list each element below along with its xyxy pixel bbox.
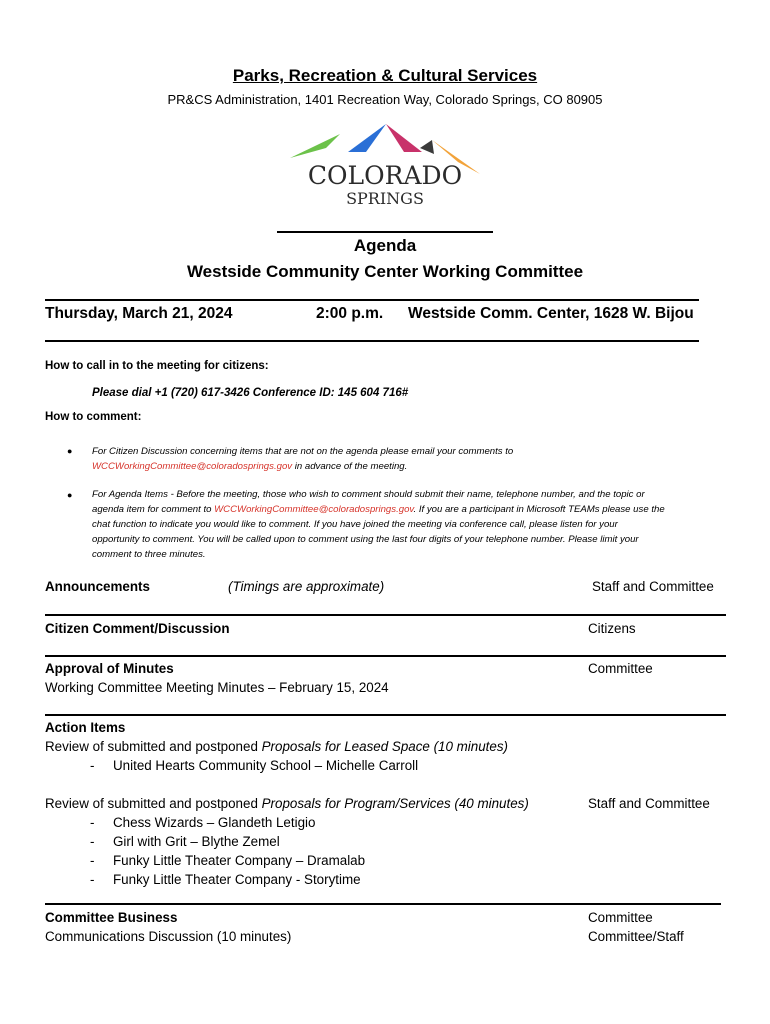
title-underline bbox=[277, 231, 493, 233]
list-item: Funky Little Theater Company - Storytime bbox=[113, 872, 361, 887]
email-link[interactable]: WCCWorkingCommittee@coloradosprings.gov bbox=[92, 461, 293, 472]
leased-space-line bbox=[45, 737, 508, 756]
committee-title: Westside Community Center Working Committee bbox=[186, 262, 584, 281]
announcements-label: Announcements bbox=[45, 579, 150, 594]
bullet-dot: ● bbox=[67, 446, 73, 456]
meeting-date: Thursday, March 21, 2024 bbox=[45, 305, 233, 322]
list-item: Girl with Grit – Blythe Zemel bbox=[113, 834, 280, 849]
logo-line1: COLORADO bbox=[307, 161, 463, 190]
instruction-line bbox=[92, 502, 732, 517]
section-rule bbox=[45, 714, 726, 716]
instruction-text: in advance of the meeting. bbox=[294, 461, 408, 472]
minutes-detail: Working Committee Meeting Minutes – February 15, 2024 bbox=[45, 680, 389, 695]
instruction-line: For Citizen Discussion concerning items that are not on the agenda please email your comments to bbox=[92, 446, 514, 457]
committee-business-label: Committee Business bbox=[45, 910, 178, 925]
logo-line2: SPRINGS bbox=[346, 189, 424, 208]
list-item: - bbox=[90, 853, 95, 868]
timings-note: (Timings are approximate) bbox=[228, 579, 385, 594]
call-in-heading: How to call in to the meeting for citizens: bbox=[45, 360, 269, 372]
action-items-label: Action Items bbox=[45, 720, 126, 735]
colorado-springs-logo bbox=[282, 118, 488, 210]
list-item: United Hearts Community School – Michelle Carroll bbox=[113, 758, 419, 773]
agenda-title: Agenda bbox=[353, 236, 417, 255]
meeting-location: Westside Comm. Center, 1628 W. Bijou bbox=[408, 305, 694, 322]
citizen-comment-who: Citizens bbox=[588, 621, 636, 636]
comment-heading: How to comment: bbox=[45, 411, 142, 423]
instruction-text: . If you are a participant in Microsoft TEAMs please use the bbox=[413, 504, 665, 515]
instruction-line: For Agenda Items - Before the meeting, those who wish to comment should submit their name, telephone number, and the topic or bbox=[92, 489, 645, 500]
meeting-time: 2:00 p.m. bbox=[316, 305, 384, 322]
org-address: PR&CS Administration, 1401 Recreation Way, Colorado Springs, CO 80905 bbox=[167, 92, 603, 107]
agenda-comment-instructions bbox=[92, 487, 732, 562]
section-rule bbox=[45, 655, 726, 657]
committee-business-who: Committee bbox=[588, 910, 653, 925]
minutes-who: Committee bbox=[588, 661, 653, 676]
meta-bottom-rule bbox=[45, 340, 699, 342]
leased-prefix: Review of submitted and postponed bbox=[45, 739, 262, 754]
list-item: - bbox=[90, 872, 95, 887]
announcements-who: Staff and Committee bbox=[592, 579, 714, 594]
list-item: Funky Little Theater Company – Dramalab bbox=[113, 853, 366, 868]
instruction-text: agenda item for comment to bbox=[92, 504, 212, 515]
section-rule bbox=[45, 903, 721, 905]
instruction-line: comment to three minutes. bbox=[92, 549, 206, 560]
meta-top-rule bbox=[45, 299, 699, 301]
list-item: - bbox=[90, 815, 95, 830]
program-prefix: Review of submitted and postponed bbox=[45, 796, 262, 811]
logo-green-peak bbox=[290, 134, 340, 158]
program-services-line bbox=[45, 794, 529, 813]
list-item: - bbox=[90, 758, 95, 773]
bullet-dot: ● bbox=[67, 490, 73, 500]
citizen-comment-instructions bbox=[92, 444, 732, 474]
logo-pink-peak bbox=[386, 124, 422, 152]
org-title: Parks, Recreation & Cultural Services bbox=[232, 66, 538, 85]
minutes-label: Approval of Minutes bbox=[45, 661, 174, 676]
program-who: Staff and Committee bbox=[588, 796, 710, 811]
section-rule bbox=[45, 614, 726, 616]
citizen-comment-label: Citizen Comment/Discussion bbox=[45, 621, 230, 636]
instruction-line: opportunity to comment. You will be called upon to comment using the last four digits of your telephone number. Please limit your bbox=[92, 534, 639, 545]
email-link[interactable]: WCCWorkingCommittee@coloradosprings.gov bbox=[214, 504, 414, 515]
list-item: Chess Wizards – Glandeth Letigio bbox=[113, 815, 316, 830]
committee-business-detail: Communications Discussion (10 minutes) bbox=[45, 929, 292, 944]
list-item: - bbox=[90, 834, 95, 849]
leased-title: Proposals for Leased Space (10 minutes) bbox=[261, 739, 508, 754]
instruction-line: chat function to indicate you would like to comment. If you have joined the meeting via conference call, please listen for your bbox=[92, 519, 618, 530]
call-in-details: Please dial +1 (720) 617-3426 Conference ID: 145 604 716# bbox=[92, 387, 409, 399]
instruction-line bbox=[92, 459, 732, 474]
committee-business-who-2: Committee/Staff bbox=[588, 929, 684, 944]
logo-dark-peak bbox=[420, 140, 434, 154]
logo-blue-peak bbox=[348, 124, 386, 152]
program-title: Proposals for Program/Services (40 minutes) bbox=[261, 796, 529, 811]
